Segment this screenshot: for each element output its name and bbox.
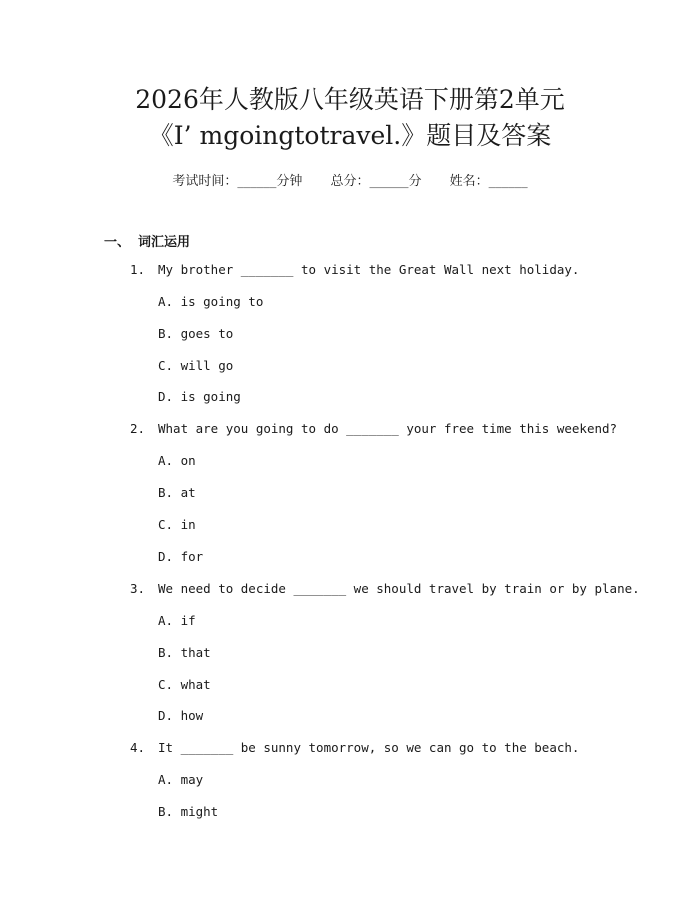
section-heading: [104, 231, 190, 250]
page-title-line-2: 《I’ mgoingtotravel.》题目及答案: [148, 121, 552, 150]
student-name-field: 姓名：______: [449, 174, 528, 189]
question-text: My brother _______ to visit the Great Wall next holiday.: [158, 262, 580, 277]
question-3-option-d: D. how: [158, 708, 204, 723]
question-2-option-d: D. for: [158, 549, 204, 564]
question-3: [130, 581, 640, 597]
question-2-option-b: B. at: [158, 485, 196, 500]
question-4: [130, 740, 579, 756]
page-title-line-1: 2026年人教版八年级英语下册第2单元: [135, 85, 565, 114]
question-1-option-a: A. is going to: [158, 294, 264, 309]
total-score-field: 总分：______分: [330, 174, 422, 189]
question-1-option-d: D. is going: [158, 389, 241, 404]
question-4-option-a: A. may: [158, 772, 204, 787]
question-3-option-b: B. that: [158, 645, 211, 660]
question-2-option-c: C. in: [158, 517, 196, 532]
question-number: 4.: [130, 740, 146, 755]
section-title: 词汇运用: [138, 235, 191, 250]
question-4-option-b: B. might: [158, 804, 219, 819]
question-3-option-c: C. what: [158, 677, 211, 692]
question-text: We need to decide _______ we should travel by train or by plane.: [158, 581, 640, 596]
question-number: 2.: [130, 421, 146, 436]
question-2-option-a: A. on: [158, 453, 196, 468]
question-number: 1.: [130, 262, 146, 277]
exam-meta: [0, 170, 700, 189]
question-3-option-a: A. if: [158, 613, 196, 628]
question-text: What are you going to do _______ your free time this weekend?: [158, 421, 618, 436]
question-1-option-b: B. goes to: [158, 326, 234, 341]
question-text: It _______ be sunny tomorrow, so we can go to the beach.: [158, 740, 580, 755]
section-number: 一、: [104, 235, 131, 250]
exam-time-field: 考试时间：______分钟: [172, 174, 303, 189]
question-2: [130, 421, 617, 437]
question-1: [130, 262, 579, 278]
question-number: 3.: [130, 581, 146, 596]
question-1-option-c: C. will go: [158, 358, 234, 373]
